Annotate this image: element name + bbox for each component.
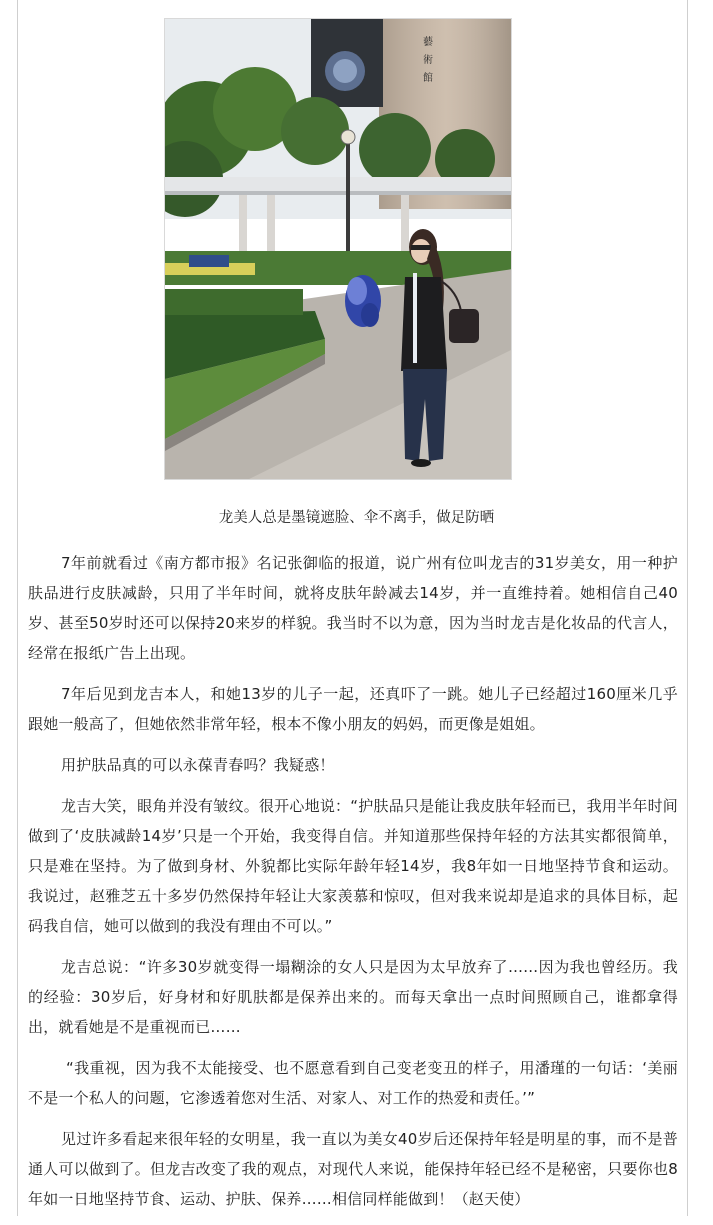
article-photo <box>164 18 512 480</box>
paragraph-1: 7年前就看过《南方都市报》名记张御临的报道，说广州有位叫龙吉的31岁美女，用一种护肤品进行皮肤减龄，只用了半年时间，就将皮肤年龄减去14岁，并一直维持着。她相信自己40岁、甚至50岁时还可以保持20来岁的样貌。我当时不以为意，因为当时龙吉是化妆品的代言人，经常在报纸广告上出现。 <box>28 554 678 662</box>
umbrella-bundle <box>345 275 381 327</box>
paragraph-3: 用护肤品真的可以永葆青春吗？我疑惑！ <box>61 756 335 774</box>
paragraph-4: 龙吉大笑，眼角并没有皱纹。很开心地说：“护肤品只是能让我皮肤年轻而已，我用半年时间做到了‘皮肤减龄14岁’只是一个开始，我变得自信。并知道那些保持年轻的方法其实都很简单，只是难在坚持。为了做到身材、外貌都比实际年龄年轻14岁，我8年如一日地坚持节食和运动。我说过，赵雅芝五十多岁仍然保持年轻让大家羡慕和惊叹，但对我来说却是追求的具体目标，起码我自信，她可以做到的我没有理由不可以。” <box>28 797 678 935</box>
paragraph-7: 见过许多看起来很年轻的女明星，我一直以为美女40岁后还保持年轻是明星的事，而不是普通人可以做到了。但龙吉改变了我的观点，对现代人来说，能保持年轻已经不是秘密，只要你也8年如一日地坚持节食、运动、护肤、保养……相信同样能做到！（赵天使） <box>28 1130 678 1208</box>
article-body <box>28 548 678 1225</box>
svg-text:術: 術 <box>423 55 433 66</box>
building-sign: 藝 <box>423 37 433 48</box>
paragraph-2: 7年后见到龙吉本人，和她13岁的儿子一起，还真吓了一跳。她儿子已经超过160厘米几乎跟她一般高了，但她依然非常年轻，根本不像小朋友的妈妈，而更像是姐姐。 <box>28 685 678 733</box>
paragraph-6: “我重视，因为我不太能接受、也不愿意看到自己变老变丑的样子，用潘瑾的一句话：‘美丽不是一个私人的问题，它渗透着您对生活、对家人、对工作的热爱和责任。’” <box>28 1059 678 1107</box>
photo-caption: 龙美人总是墨镜遮脸、伞不离手，做足防晒 <box>218 510 495 526</box>
svg-text:館: 館 <box>423 73 433 84</box>
paragraph-5: 龙吉总说：“许多30岁就变得一塌糊涂的女人只是因为太早放弃了……因为我也曾经历。我的经验：30岁后，好身材和好肌肤都是保养出来的。而每天拿出一点时间照顾自己，谁都拿得出，就看她是不是重视而已…… <box>28 958 678 1036</box>
